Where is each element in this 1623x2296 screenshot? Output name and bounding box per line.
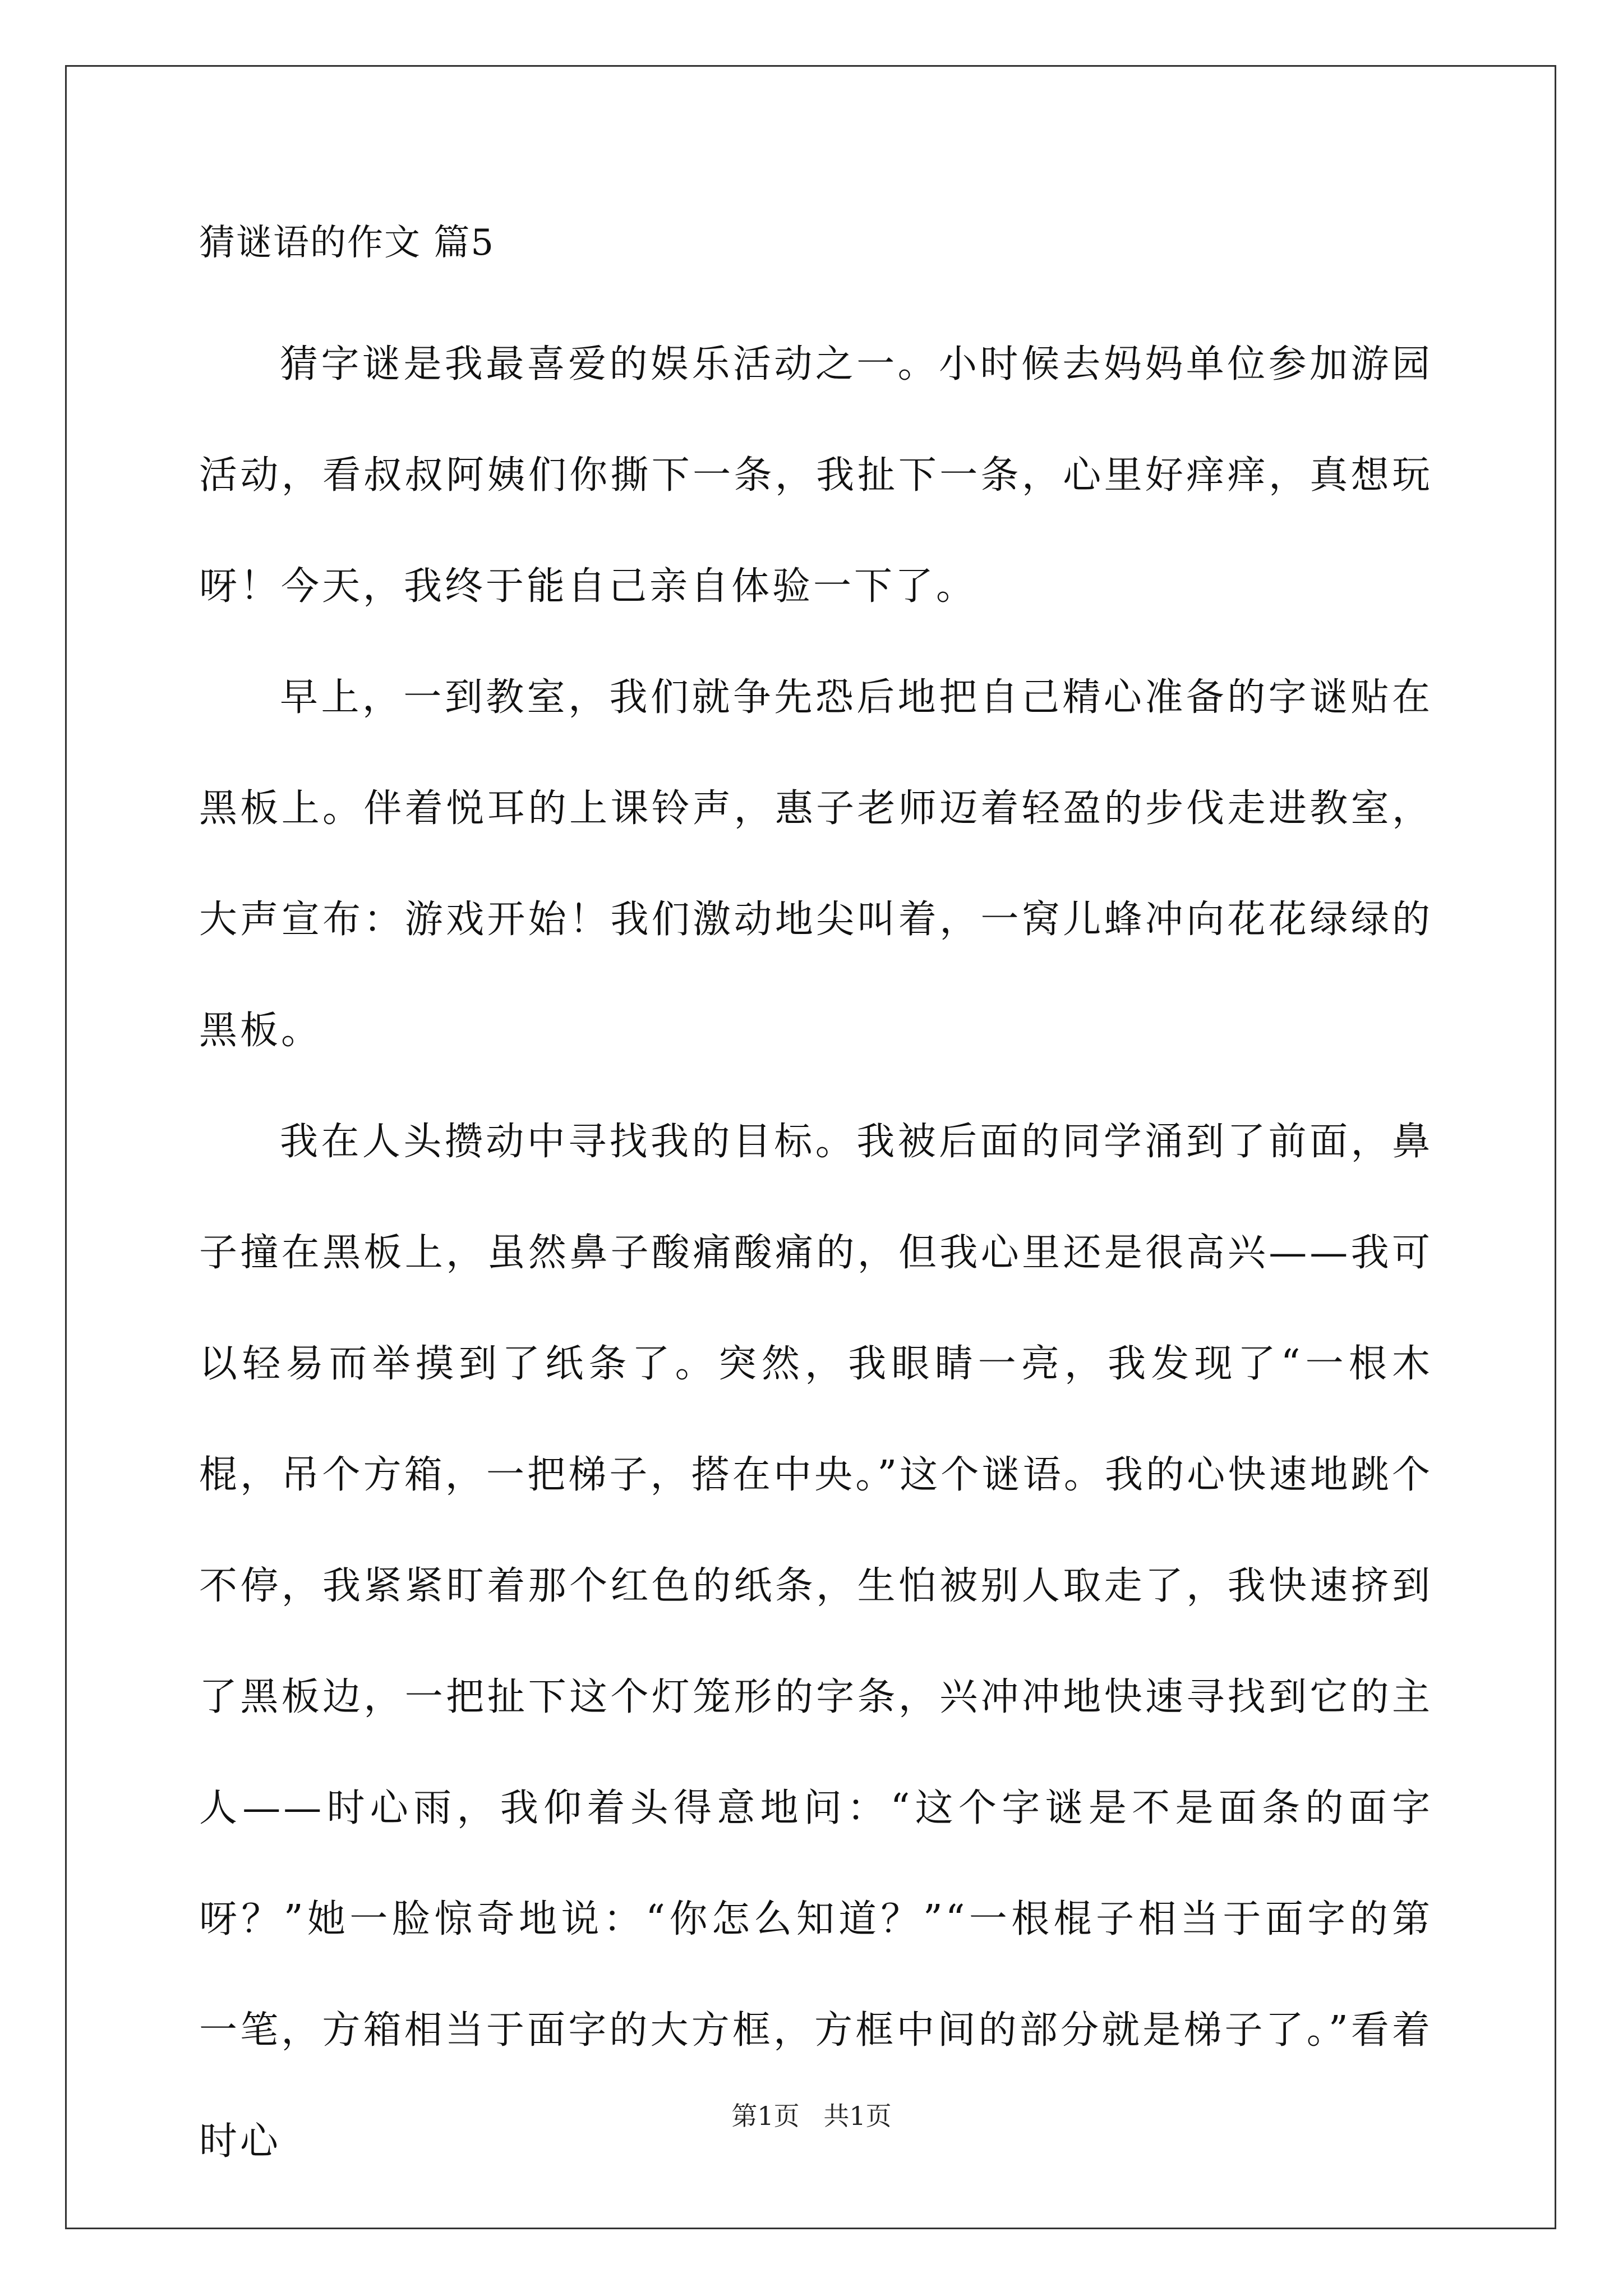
paragraph-3: 我在人头攒动中寻找我的目标。我被后面的同学涌到了前面，鼻子撞在黑板上，虽然鼻子酸痛酸痛的，但我心里还是很高兴——我可以轻易而举摸到了纸条了。突然，我眼睛一亮，我发现了“一根木棍，吊个方箱，一把梯子，搭在中央。”这个谜语。我的心快速地跳个不停，我紧紧盯着那个红色的纸条，生怕被别人取走了，我快速挤到了黑板边，一把扯下这个灯笼形的字条，兴冲冲地快速寻找到它的主人——时心雨，我仰着头得意地问：“这个字谜是不是面条的面字呀？”她一脸惊奇地说：“你怎么知道？”“一根棍子相当于面字的第一笔，方箱相当于面字的大方框，方框中间的部分就是梯子了。”看着时心 [199,1120,1433,2164]
page-number-total: 共1页 [823,2101,892,2131]
page-number-current: 第1页 [731,2101,800,2131]
paragraph-2: 早上，一到教室，我们就争先恐后地把自己精心准备的字谜贴在黑板上。伴着悦耳的上课铃声，惠子老师迈着轻盈的步伐走进教室，大声宣布：游戏开始！我们激动地尖叫着，一窝儿蜂冲向花花绿绿的黑板。 [199,675,1433,1053]
document-title: 猜谜语的作文 篇5 [199,222,495,264]
paragraph-1: 猜字谜是我最喜爱的娱乐活动之一。小时候去妈妈单位参加游园活动，看叔叔阿姨们你撕下一条，我扯下一条，心里好痒痒，真想玩呀！今天，我终于能自己亲自体验一下了。 [199,342,1433,609]
page-footer [0,2099,1623,2133]
document-body [199,216,1433,2197]
